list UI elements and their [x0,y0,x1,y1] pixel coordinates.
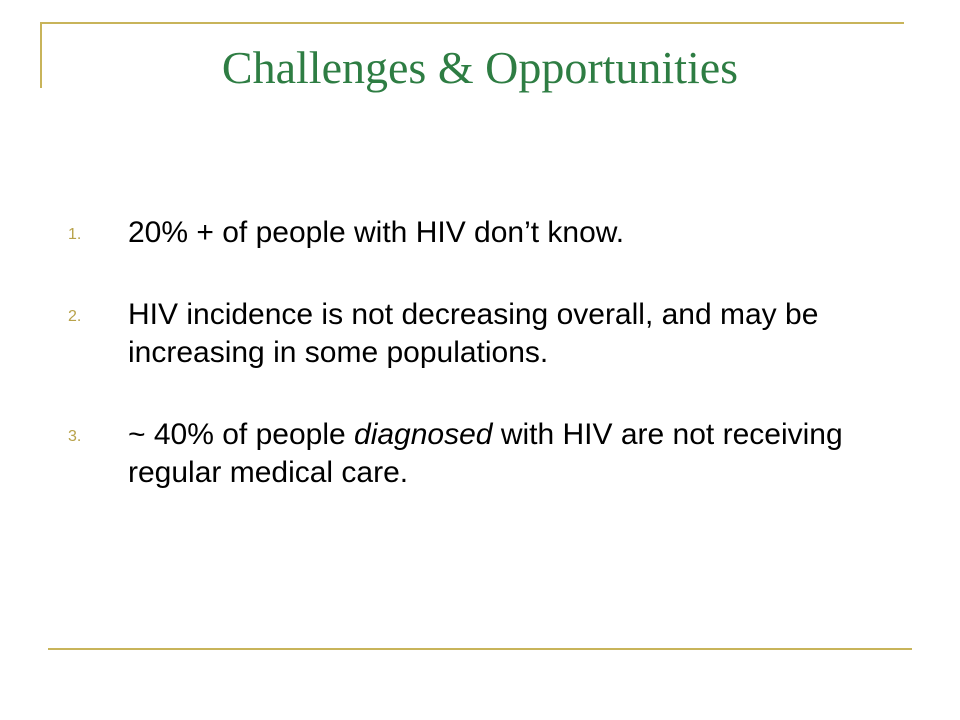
list-item-text: HIV incidence is not decreasing overall, and may be increasing in some populations. [128,298,819,369]
list-item-number: 2. [68,308,82,325]
list-item-text [128,416,924,492]
list-item-text: 20% + of people with HIV don’t know. [128,216,625,249]
list-item-text-before: ~ 40% of people [128,418,355,451]
slide-title: Challenges & Opportunities [221,42,739,93]
bullet-list [64,214,924,536]
list-item-text-emphasis: diagnosed [354,418,493,451]
list-item [64,416,924,492]
list-item-text-after: with HIV are not receiving regular medical care. [128,418,843,489]
list-item-number: 3. [68,428,82,445]
list-item-number: 1. [68,226,82,243]
list-item [64,214,924,252]
bottom-rule [48,648,912,650]
list-item [64,296,924,372]
top-rule-horizontal [40,22,904,24]
